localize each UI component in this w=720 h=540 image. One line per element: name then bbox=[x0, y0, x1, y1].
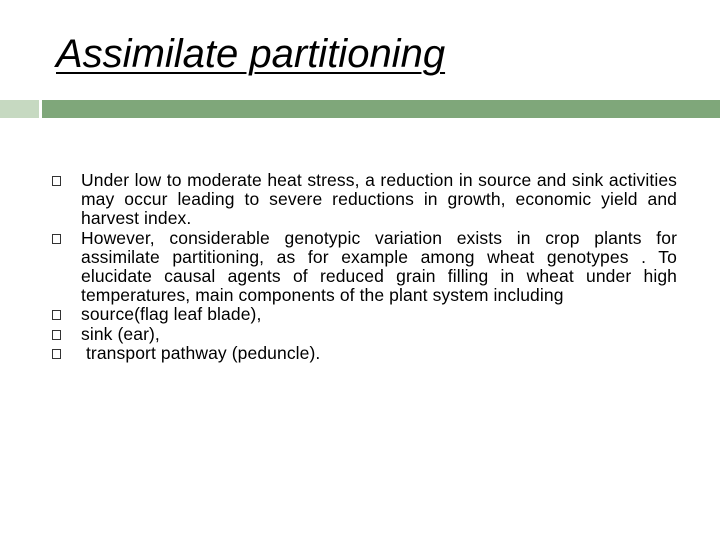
square-bullet-icon bbox=[52, 176, 61, 186]
square-bullet-icon bbox=[52, 349, 61, 359]
square-bullet-icon bbox=[52, 310, 61, 320]
bullet-text: However, considerable genotypic variation exists in crop plants for assimilate partitioning, as for example among wheat genotypes . To elucidate causal agents of reduced grain filling in wheat under high temperatures, main components of the plant system including bbox=[81, 227, 677, 306]
bullet-text: source(flag leaf blade), bbox=[81, 304, 262, 325]
square-bullet-icon bbox=[52, 330, 61, 340]
slide-title: Assimilate partitioning bbox=[56, 32, 446, 76]
bullet-item bbox=[52, 229, 677, 306]
divider-light-segment bbox=[0, 100, 39, 118]
bullet-text: transport pathway (peduncle). bbox=[81, 342, 321, 363]
bullet-text: Under low to moderate heat stress, a reduction in source and sink activities may occur leading to severe reductions in growth, economic yield and harvest index. bbox=[81, 170, 677, 229]
bullet-item bbox=[52, 305, 677, 324]
bullet-item bbox=[52, 344, 677, 363]
title-divider-bar bbox=[0, 100, 720, 118]
bullet-list bbox=[52, 171, 677, 363]
square-bullet-icon bbox=[52, 234, 61, 244]
bullet-item bbox=[52, 171, 677, 229]
bullet-item bbox=[52, 325, 677, 344]
divider-dark-segment bbox=[42, 100, 720, 118]
bullet-text: sink (ear), bbox=[81, 323, 160, 344]
